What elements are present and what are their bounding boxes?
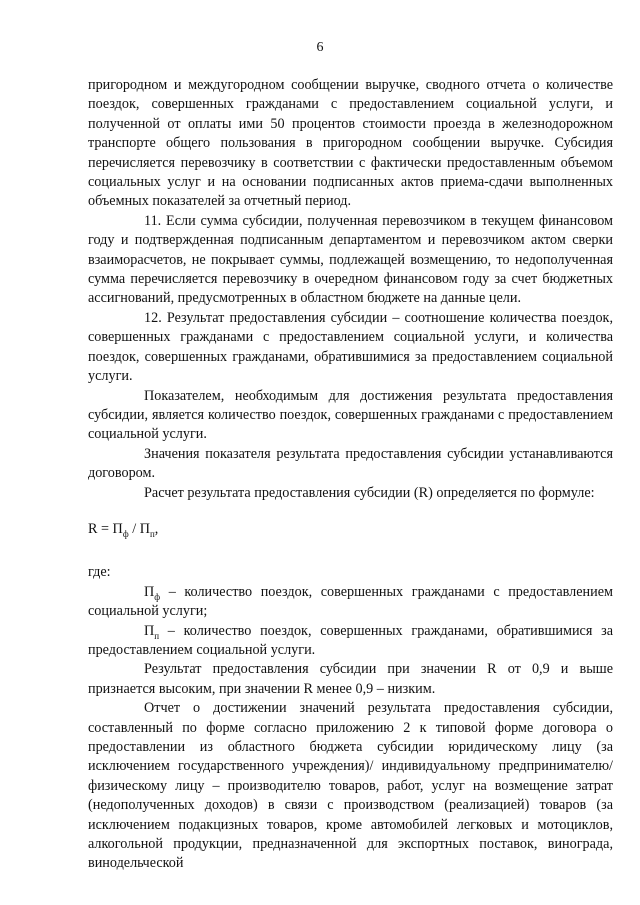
- page-number: 6: [316, 40, 324, 55]
- formula-lhs: R = П: [88, 520, 123, 537]
- definition-symbol: П: [144, 583, 155, 600]
- paragraph-report: Отчет о достижении значений результата предоставления субсидии, составленный по форме согласно приложению 2 к типовой форме договора о предоставлении из областного бюджета субсидии юридическому лицу (за исключением государственного учреждения)/ индивидуальному предпринимателю/ физическому лицу – производителю товаров, работ, услуг на возмещение затрат (недополученных доходов) в связи с производством (реализацией) товаров (за исключением подакцизных товаров, кроме автомобилей легковых и мотоциклов, алкогольной продукции, предназначенной для экспортных поставок, винограда, винодельческой: [88, 700, 613, 872]
- formula: [88, 520, 613, 539]
- where-label: где:: [88, 564, 111, 581]
- definition-text: – количество поездок, совершенных гражданами с предоставлением социальной услуги;: [88, 583, 613, 620]
- definition-pf: [88, 583, 613, 622]
- formula-sub-f: ф: [122, 528, 129, 539]
- definition-subscript: ф: [154, 591, 161, 602]
- document-body: [88, 76, 613, 874]
- formula-tail: ,: [154, 520, 159, 537]
- definition-text: – количество поездок, совершенных гражданами, обратившимися за предоставлением социальной услуги.: [88, 622, 613, 658]
- formula-sub-p: п: [149, 528, 155, 539]
- definition-pp: [88, 622, 613, 661]
- paragraph-calculation: Расчет результата предоставления субсидии (R) определяется по формуле:: [144, 484, 595, 501]
- paragraph-indicator: Показателем, необходимым для достижения результата предоставления субсидии, является количество поездок, совершенных гражданами с предоставлением социальной услуги.: [88, 387, 613, 443]
- formula-mid: / П: [128, 520, 150, 537]
- paragraph-11: 11. Если сумма субсидии, полученная перевозчиком в текущем финансовом году и подтвержденная подписанным департаментом и перевозчиком актом сверки взаиморасчетов, не покрывает суммы, подлежащей возмещению, то недополученная сумма перечисляется перевозчику в очередном финансовом году за счет бюджетных ассигнований, предусмотренных в областном бюджете на данные цели.: [88, 212, 613, 307]
- definition-symbol: П: [144, 622, 155, 639]
- definition-subscript: п: [154, 630, 160, 641]
- paragraph-continuation: пригородном и междугородном сообщении выручке, сводного отчета о количестве поездок, совершенных гражданами с предоставлением социальной услуги, и полученной от оплаты ими 50 процентов стоимости проезда в железнодорожном транспорте общего пользования в пригородном сообщении выручке. Субсидия перечисляется перевозчику в соответствии с фактически предоставленным объемом социальных услуг и на основании подписанных актов приема-сдачи выполненных объемных показателей за отчетный период.: [88, 77, 613, 210]
- paragraph-assessment: Результат предоставления субсидии при значении R от 0,9 и выше признается высоким, при значении R менее 0,9 – низким.: [88, 661, 613, 697]
- paragraph-indicator-values: Значения показателя результата предоставления субсидии устанавливаются договором.: [88, 445, 613, 482]
- paragraph-12: 12. Результат предоставления субсидии – соотношение количества поездок, совершенных гражданами с предоставлением социальной услуги, и количества поездок, совершенных гражданами, обратившимися за предоставлением социальной услуги.: [88, 309, 613, 385]
